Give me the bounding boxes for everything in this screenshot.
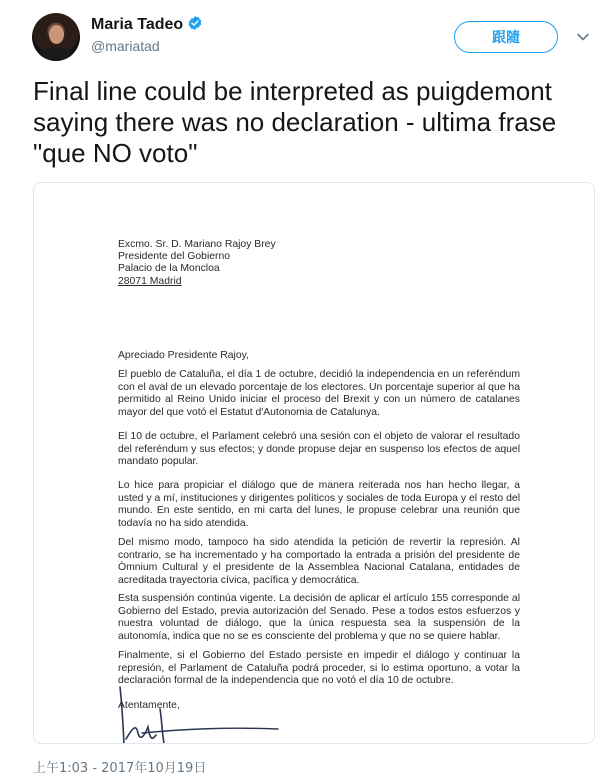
address-line: Presidente del Gobierno xyxy=(118,251,231,263)
tweet-timestamp[interactable]: 上午1:03 - 2017年10月19日 xyxy=(33,761,207,776)
avatar-face xyxy=(49,25,64,44)
author-name-text: Maria Tadeo xyxy=(91,16,184,33)
letter-paragraph: Finalmente, si el Gobierno del Estado persiste en impedir el diálogo y continuar la represión, el Parlament de Cataluña podrá proceder, si lo estima oportuno, a votar la declaración formal de la independencia que no votó el día 10 de octubre. xyxy=(118,650,520,687)
avatar-body xyxy=(40,47,72,61)
address-line: 28071 Madrid xyxy=(118,275,182,287)
verified-badge-icon xyxy=(187,15,203,31)
letter-salutation: Apreciado Presidente Rajoy, xyxy=(118,350,249,361)
letter-paragraph: Lo hice para propiciar el diálogo que de manera reiterada nos han hecho llegar, a usted y a mí, instituciones y dirigentes políticos y sociales de toda Europa y el resto del mundo. En este sentido, en mi carta del lunes, le propuse celebrar una reunión que todavía no ha sido atendida. xyxy=(118,480,520,529)
letter-paragraph: Esta suspensión continúa vigente. La decisión de aplicar el artículo 155 corresponde al Gobierno del Estado, previa autorización del Senado. Pese a todos estos esfuerzos y nuestra voluntad de diálogo, que la única respuesta sea la suspensión de la autonomía, indica que no se es consciente del problema y que no se quiere hablar. xyxy=(118,593,520,642)
address-line: Palacio de la Moncloa xyxy=(118,263,220,275)
author-avatar[interactable] xyxy=(32,13,80,61)
letter-paragraph: El 10 de octubre, el Parlament celebró una sesión con el objeto de valorar el resultado del referéndum y sus efectos; y donde propuse dejar en suspenso los efectos de aquel mandato popular. xyxy=(118,431,520,468)
letter-paragraph: Del mismo modo, tampoco ha sido atendida la petición de revertir la represión. Al contrario, se ha incrementado y ha comportado la entrada a prisión del presidente de Òmnium Cultural y el presidente de la Assemblea Nacional Catalana, entidades de acreditada trayectoria cívica, pacífica y democrática. xyxy=(118,537,520,586)
signature-mark xyxy=(106,683,286,744)
letter-paragraph: El pueblo de Cataluña, el día 1 de octubre, decidió la independencia en un referéndum con el aval de un elevado porcentaje de los electores. Un porcentaje superior al que ha permitido al Reino Unido iniciar el proceso del Brexit y con un número de catalanes mayor del que votó el Estatut d'Autonomia de Catalunya. xyxy=(118,369,520,418)
chevron-down-icon[interactable] xyxy=(576,30,590,44)
tweet-media-image[interactable] xyxy=(33,182,595,744)
letter-document xyxy=(34,183,594,743)
follow-button[interactable]: 跟隨 xyxy=(454,21,558,53)
author-handle[interactable]: @mariatad xyxy=(91,38,160,54)
address-line: Excmo. Sr. D. Mariano Rajoy Brey xyxy=(118,239,276,250)
author-display-name[interactable] xyxy=(91,15,203,34)
tweet-text: Final line could be interpreted as puigdemont saying there was no declaration - ultima frase "que NO voto" xyxy=(33,76,557,168)
letter-closing: Atentamente, xyxy=(118,700,180,711)
letter-address xyxy=(118,239,276,288)
